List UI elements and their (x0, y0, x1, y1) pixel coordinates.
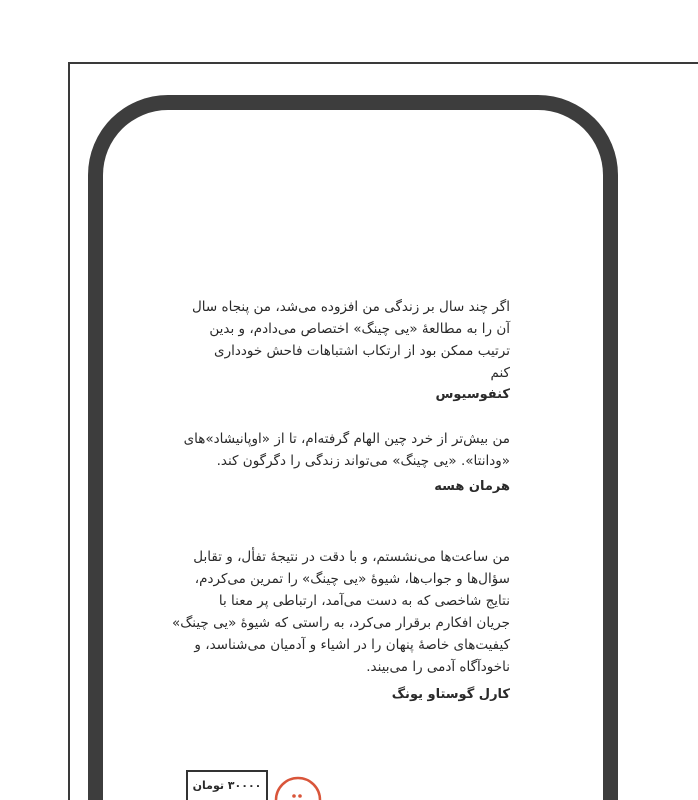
quote-line: من بیش‌تر از خرد چین الهام گرفته‌ام، تا از «اوپانیشاد»های (183, 431, 510, 447)
quote-confucius (190, 296, 510, 406)
quote-line: کیفیت‌های خاصهٔ پنهان را در اشیاء و آدمیان می‌شناسد، و (194, 637, 510, 653)
quote-line: جریان افکارم برقرار می‌کرد، به راستی که شیوهٔ «یی چینگ» (171, 615, 510, 631)
quote-line: ترتیب ممکن بود از ارتکاب اشتباهات فاحش خودداری (214, 343, 510, 359)
quote-line: کنم (490, 365, 510, 381)
quote-line: سؤال‌ها و جواب‌ها، شیوهٔ «یی چینگ» را تمرین می‌کردم، (194, 571, 510, 587)
quote-author: هرمان هسه (434, 479, 510, 494)
quote-author: کنفوسیوس (435, 387, 510, 402)
quote-line: نتایج شاخصی که به دست می‌آمد، ارتباطی پر معنا با (218, 593, 510, 609)
price-label: ۳۰۰۰۰ تومان (186, 770, 268, 800)
quote-line: اگر چند سال بر زندگی من افزوده می‌شد، من پنجاه سال (191, 299, 510, 315)
quote-line: «ودانتا». «یی چینگ» می‌تواند زندگی را دگرگون کند. (216, 453, 510, 469)
quote-jung (171, 546, 510, 706)
publisher-logo-icon (272, 768, 324, 800)
quote-hesse (183, 428, 510, 498)
quote-line: آن را به مطالعهٔ «یی چینگ» اختصاص می‌دادم، و بدین (209, 321, 510, 337)
quote-author: کارل گوستاو یونگ (391, 687, 510, 702)
quote-line: ناخودآگاه آدمی را می‌بیند. (366, 659, 510, 675)
quote-line: من ساعت‌ها می‌نشستم، و با دقت در نتیجهٔ تفأل، و تقابل (193, 549, 510, 565)
